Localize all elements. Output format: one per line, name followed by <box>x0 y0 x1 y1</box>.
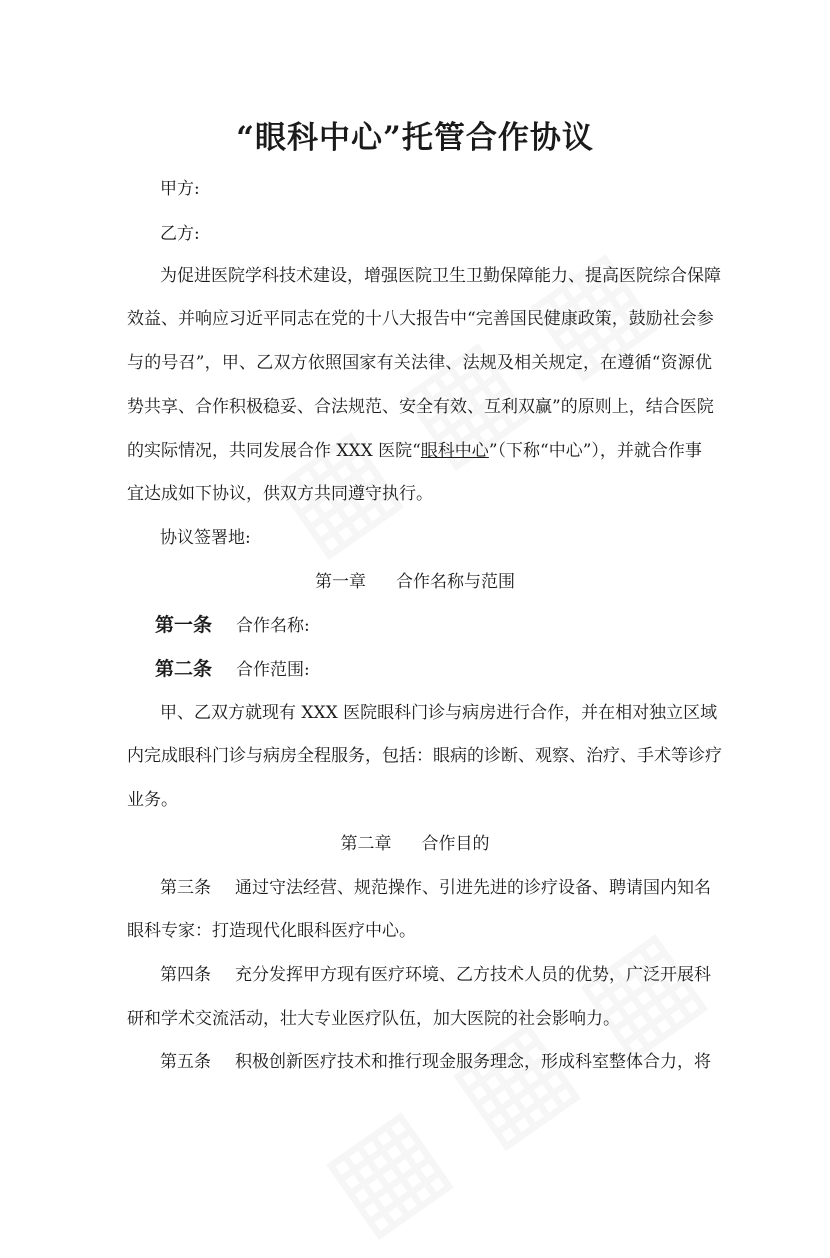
eye-center-underlined: 眼科中心 <box>420 441 489 461</box>
intro-line <box>127 441 712 461</box>
chapter-title: 合作目的 <box>421 834 490 854</box>
chapter-heading <box>0 834 830 854</box>
article-label: 第一条 <box>155 614 213 636</box>
article-line <box>155 659 740 680</box>
chapter-number: 第一章 <box>315 572 366 592</box>
watermark <box>298 901 725 1258</box>
intro-line: 与的号召”，甲、乙双方依照国家有关法律、法规及相关规定，在遵循“资源优 <box>127 353 712 373</box>
scope-line: 内完成眼科门诊与病房全程服务，包括：眼病的诊断、观察、治疗、手术等诊疗 <box>127 746 722 766</box>
chapter-title: 合作名称与范围 <box>396 572 515 592</box>
party-a-label: 甲方: <box>160 179 200 199</box>
article-text: 通过守法经营、规范操作、引进先进的诊疗设备、聘请国内知名 <box>235 878 711 898</box>
scope-line: 甲、乙双方就现有 XXX 医院眼科门诊与病房进行合作，并在相对独立区域 <box>160 703 718 723</box>
intro-line: 为促进医院学科技术建设，增强医院卫生卫勤保障能力、提高医院综合保障 <box>160 266 721 286</box>
article-label: 第四条 <box>160 965 211 985</box>
article-line <box>160 878 745 898</box>
article-line: 眼科专家：打造现代化眼科医疗中心。 <box>127 921 416 941</box>
article-text: 充分发挥甲方现有医疗环境、乙方技术人员的优势，广泛开展科 <box>235 965 711 985</box>
scope-line: 业务。 <box>127 790 178 810</box>
signing-place-label: 协议签署地: <box>160 528 251 548</box>
article-line <box>160 965 745 985</box>
article-text: 积极创新医疗技术和推行现金服务理念，形成科室整体合力，将 <box>235 1052 711 1072</box>
article-label: 第三条 <box>160 878 211 898</box>
intro-line: 势共享、合作积极稳妥、合法规范、安全有效、互利双赢”的原则上，结合医院 <box>127 397 714 417</box>
article-line <box>160 1052 745 1072</box>
article-line <box>155 615 740 636</box>
article-label: 第五条 <box>160 1052 211 1072</box>
document-title: “眼科中心”托管合作协议 <box>236 120 594 156</box>
intro-line: 宜达成如下协议，供双方共同遵守执行。 <box>127 484 433 504</box>
article-text: 合作名称: <box>236 616 310 636</box>
article-line: 研和学术交流活动，壮大专业医疗队伍，加大医院的社会影响力。 <box>127 1009 620 1029</box>
article-label: 第二条 <box>155 658 213 680</box>
intro-text: 的实际情况，共同发展合作 XXX 医院“ <box>127 441 421 461</box>
chapter-number: 第二章 <box>340 834 392 854</box>
party-b-label: 乙方: <box>160 224 200 244</box>
intro-text: ”（下称“中心”），并就合作事 <box>488 441 702 461</box>
intro-line: 效益、并响应习近平同志在党的十八大报告中“完善国民健康政策，鼓励社会参 <box>127 309 714 329</box>
article-text: 合作范围: <box>236 660 310 680</box>
chapter-heading <box>0 572 830 592</box>
